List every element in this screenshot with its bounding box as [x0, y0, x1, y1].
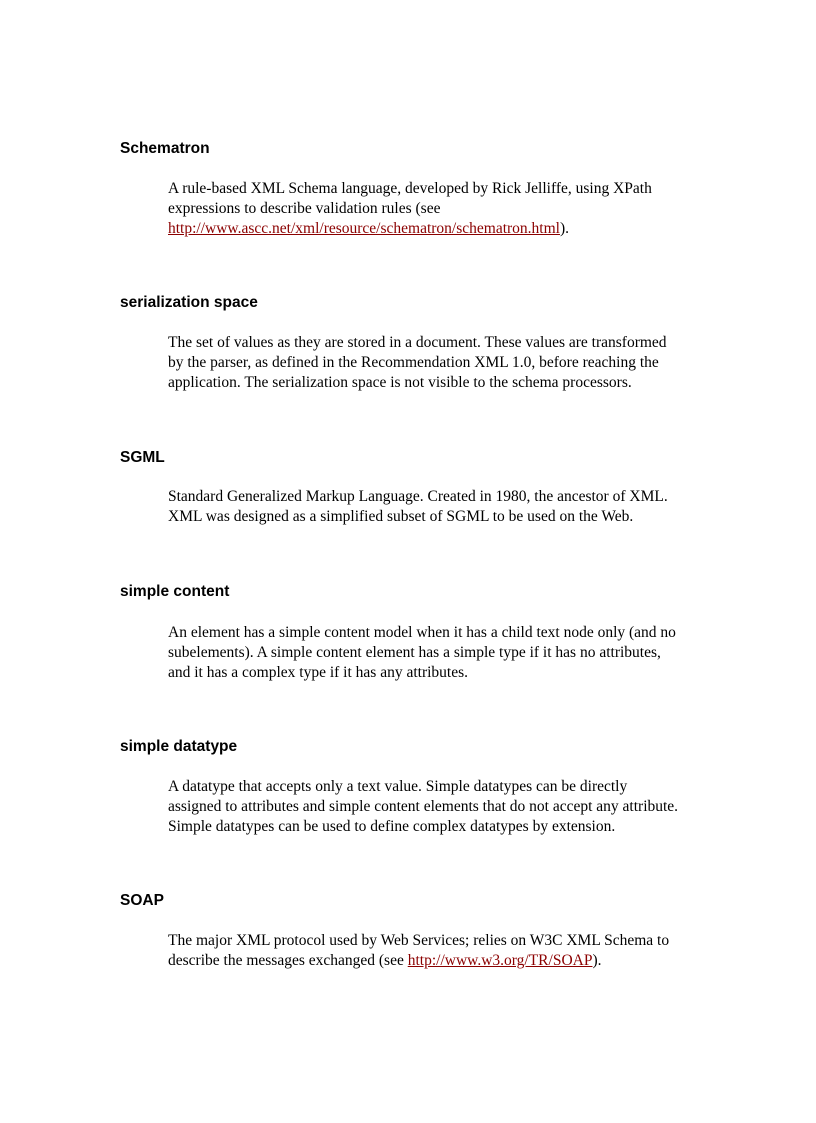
term-soap: SOAP [120, 892, 164, 909]
definition-sgml [168, 487, 708, 527]
definition-line: assigned to attributes and simple content elements that do not accept any attribute. [168, 798, 679, 815]
term-simple-content: simple content [120, 583, 230, 600]
definition-line: application. The serialization space is not visible to the schema processors. [168, 374, 632, 391]
term-schematron: Schematron [120, 140, 210, 157]
definition-line: Standard Generalized Markup Language. Created in 1980, the ancestor of XML. [168, 488, 668, 505]
definition-schematron [168, 179, 708, 239]
definition-line: The major XML protocol used by Web Services; relies on W3C XML Schema to [168, 932, 670, 949]
definition-line: The set of values as they are stored in a document. These values are transformed [168, 334, 667, 351]
term-simple-datatype: simple datatype [120, 738, 238, 755]
definition-line: An element has a simple content model when it has a child text node only (and no [168, 624, 676, 641]
definition-line [168, 951, 708, 971]
term-sgml: SGML [120, 449, 165, 466]
definition-simple-content [168, 623, 708, 683]
definition-line: subelements). A simple content element has a simple type if it has no attributes, [168, 644, 661, 661]
definition-line: XML was designed as a simplified subset of SGML to be used on the Web. [168, 508, 634, 525]
soap-link[interactable]: http://www.w3.org/TR/SOAP [407, 952, 593, 969]
definition-soap [168, 931, 708, 971]
definition-line [168, 219, 708, 239]
term-serialization-space: serialization space [120, 294, 258, 311]
definition-line: by the parser, as defined in the Recommendation XML 1.0, before reaching the [168, 354, 659, 371]
punctuation: ). [559, 220, 570, 237]
definition-line: A rule-based XML Schema language, developed by Rick Jelliffe, using XPath [168, 180, 652, 197]
definition-simple-datatype [168, 777, 708, 837]
definition-line: A datatype that accepts only a text value. Simple datatypes can be directly [168, 778, 628, 795]
definition-line: expressions to describe validation rules (see [168, 200, 441, 217]
schematron-link[interactable]: http://www.ascc.net/xml/resource/schematron/schematron.html [168, 220, 560, 237]
definition-text: describe the messages exchanged (see [168, 952, 408, 969]
definition-line: Simple datatypes can be used to define complex datatypes by extension. [168, 818, 616, 835]
punctuation: ). [592, 952, 602, 969]
definition-serialization-space [168, 333, 708, 393]
definition-line: and it has a complex type if it has any attributes. [168, 664, 469, 681]
